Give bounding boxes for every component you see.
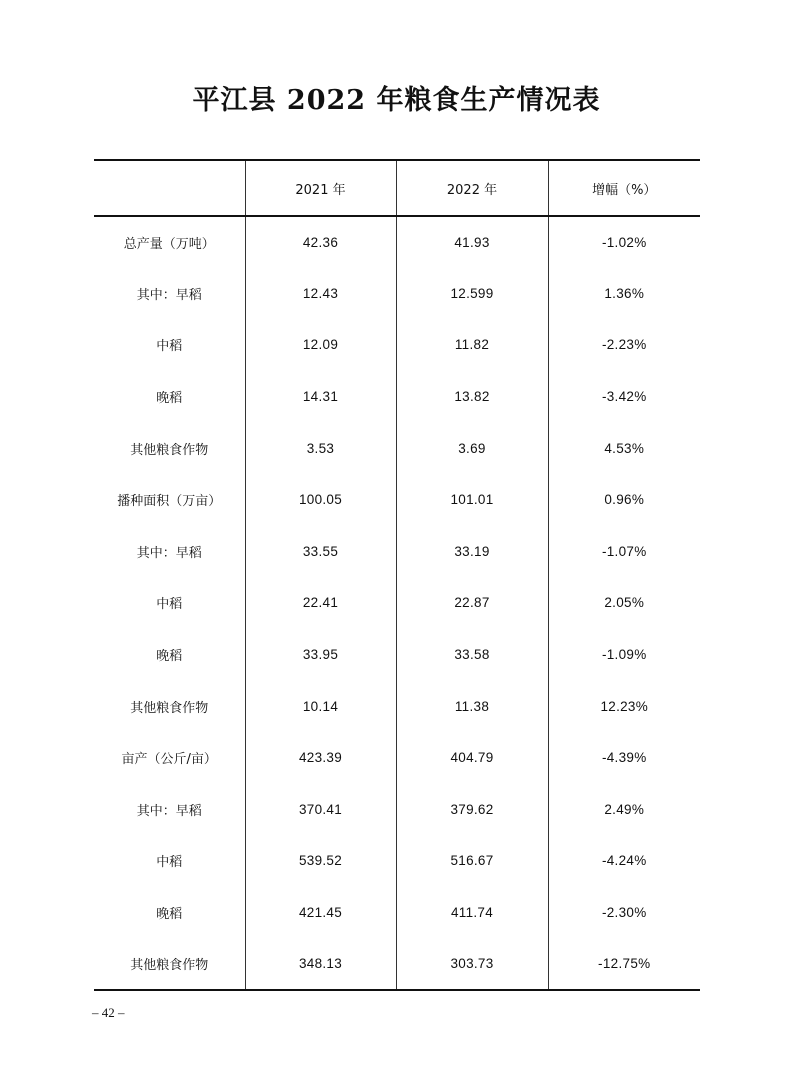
growth-value: 0.96%	[548, 474, 700, 526]
table-row	[94, 938, 700, 990]
growth-value: -2.30%	[548, 887, 700, 939]
table-row	[94, 629, 700, 681]
value-2021: 14.31	[245, 371, 396, 423]
row-label: 其中：早稻	[136, 287, 202, 303]
value-2021: 42.36	[245, 216, 396, 268]
table-row	[94, 216, 700, 268]
row-label: 晚稻	[156, 907, 183, 923]
grain-production-table	[94, 159, 700, 991]
table-row	[94, 577, 700, 629]
table-row	[94, 371, 700, 423]
growth-value: -4.39%	[548, 732, 700, 784]
row-label: 晚稻	[156, 391, 183, 407]
row-label: 其他粮食作物	[130, 442, 209, 458]
value-2022: 411.74	[396, 887, 548, 939]
table-row	[94, 474, 700, 526]
growth-value: 1.36%	[548, 268, 700, 320]
growth-value: -12.75%	[548, 938, 700, 990]
table-row	[94, 268, 700, 320]
value-2022: 11.38	[396, 680, 548, 732]
table-row	[94, 680, 700, 732]
value-2022: 516.67	[396, 835, 548, 887]
value-2022: 3.69	[396, 422, 548, 474]
value-2021: 33.95	[245, 629, 396, 681]
page-title: 平江县 2022 年粮食生产情况表	[192, 85, 601, 116]
value-2022: 303.73	[396, 938, 548, 990]
value-2022: 22.87	[396, 577, 548, 629]
growth-value: -4.24%	[548, 835, 700, 887]
table-row	[94, 835, 700, 887]
growth-value: -1.02%	[548, 216, 700, 268]
table-row	[94, 784, 700, 836]
growth-value: -2.23%	[548, 319, 700, 371]
value-2021: 370.41	[245, 784, 396, 836]
table-row	[94, 887, 700, 939]
value-2021: 348.13	[245, 938, 396, 990]
row-label: 中稻	[156, 339, 183, 355]
growth-value: 4.53%	[548, 422, 700, 474]
value-2021: 539.52	[245, 835, 396, 887]
header-item-label	[94, 160, 245, 216]
row-label: 其他粮食作物	[130, 700, 209, 716]
table-body	[94, 216, 700, 990]
value-2021: 12.43	[245, 268, 396, 320]
row-label: 中稻	[156, 855, 183, 871]
value-2022: 12.599	[396, 268, 548, 320]
value-2021: 12.09	[245, 319, 396, 371]
value-2022: 379.62	[396, 784, 548, 836]
value-2021: 10.14	[245, 680, 396, 732]
row-label: 其中：早稻	[136, 803, 202, 819]
table-row	[94, 319, 700, 371]
row-label: 亩产（公斤/亩）	[121, 752, 217, 768]
row-label: 晚稻	[156, 649, 183, 665]
growth-value: 2.05%	[548, 577, 700, 629]
growth-value: -1.09%	[548, 629, 700, 681]
table-header-row	[94, 160, 700, 216]
value-2021: 421.45	[245, 887, 396, 939]
growth-value: -3.42%	[548, 371, 700, 423]
value-2022: 41.93	[396, 216, 548, 268]
value-2022: 33.19	[396, 526, 548, 578]
value-2022: 33.58	[396, 629, 548, 681]
growth-value: 2.49%	[548, 784, 700, 836]
growth-value: -1.07%	[548, 526, 700, 578]
row-label: 播种面积（万亩）	[117, 494, 222, 510]
row-label: 其他粮食作物	[94, 938, 245, 990]
value-2021: 423.39	[245, 732, 396, 784]
row-label: 总产量（万吨）	[123, 236, 215, 252]
table-row	[94, 526, 700, 578]
value-2022: 404.79	[396, 732, 548, 784]
header-growth: 增幅（%）	[548, 160, 700, 216]
page-number: – 42 –	[92, 1005, 125, 1020]
table-row	[94, 422, 700, 474]
growth-value: 12.23%	[548, 680, 700, 732]
header-year-2021: 2021 年	[245, 160, 396, 216]
value-2022: 13.82	[396, 371, 548, 423]
value-2021: 33.55	[245, 526, 396, 578]
value-2021: 100.05	[245, 474, 396, 526]
header-year-2022: 2022 年	[396, 160, 548, 216]
table-row	[94, 732, 700, 784]
value-2022: 11.82	[396, 319, 548, 371]
value-2021: 22.41	[245, 577, 396, 629]
value-2021: 3.53	[245, 422, 396, 474]
row-label: 中稻	[156, 597, 183, 613]
row-label: 其中：早稻	[136, 545, 202, 561]
value-2022: 101.01	[396, 474, 548, 526]
